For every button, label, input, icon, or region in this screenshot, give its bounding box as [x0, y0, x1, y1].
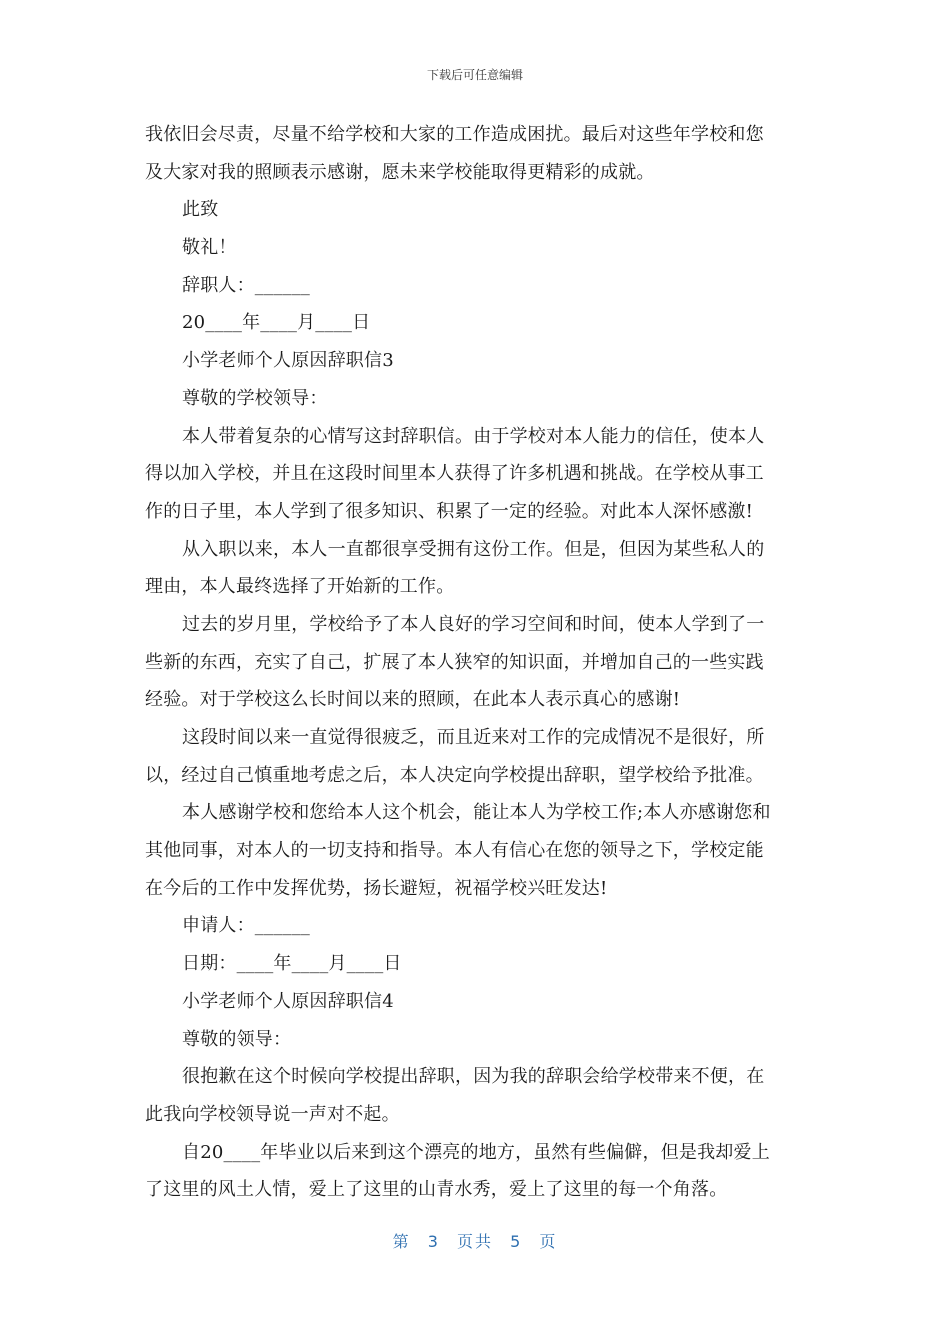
- text-line: 我依旧会尽责，尽量不给学校和大家的工作造成困扰。最后对这些年学校和您: [145, 124, 764, 145]
- page-header-note: 下载后可任意编辑: [426, 68, 523, 82]
- text-line: 小学老师个人原因辞职信3: [182, 350, 394, 372]
- text-line: 此我向学校领导说一声对不起。: [145, 1103, 400, 1125]
- text-line: 20____年____月____日: [182, 312, 371, 334]
- text-line: 很抱歉在这个时候向学校提出辞职，因为我的辞职会给学校带来不便，在: [182, 1066, 765, 1088]
- text-line: 日期：____年____月____日: [182, 953, 402, 975]
- text-line: 这段时间以来一直觉得很疲乏，而且近来对工作的完成情况不是很好，所: [182, 727, 765, 748]
- text-line: 经验。对于学校这么长时间以来的照顾，在此本人表示真心的感谢!: [145, 689, 681, 711]
- text-line: 本人带着复杂的心情写这封辞职信。由于学校对本人能力的信任，使本人: [182, 425, 765, 447]
- text-line: 申请人：______: [182, 915, 310, 937]
- text-line: 以，经过自己慎重地考虑之后，本人决定向学校提出辞职，望学校给予批准。: [145, 764, 764, 786]
- text-line: 得以加入学校，并且在这段时间里本人获得了许多机遇和挑战。在学校从事工: [145, 463, 764, 485]
- text-line: 及大家对我的照顾表示感谢，愿未来学校能取得更精彩的成就。: [145, 161, 655, 183]
- document-body: [145, 116, 805, 1209]
- text-line: 辞职人：______: [182, 274, 310, 296]
- text-line: 其他同事，对本人的一切支持和指导。本人有信心在您的领导之下，学校定能: [145, 840, 764, 862]
- text-line: 些新的东西，充实了自己，扩展了本人狭窄的知识面，并增加自己的一些实践: [145, 651, 764, 673]
- text-line: 小学老师个人原因辞职信4: [182, 990, 394, 1012]
- text-line: 理由，本人最终选择了开始新的工作。: [145, 576, 455, 598]
- text-line: 了这里的风土人情，爱上了这里的山青水秀，爱上了这里的每一个角落。: [145, 1179, 728, 1201]
- text-line: 敬礼！: [182, 237, 237, 259]
- page-footer: 第 3 页共 5 页: [392, 1232, 558, 1251]
- text-line: 过去的岁月里，学校给予了本人良好的学习空间和时间，使本人学到了一: [182, 613, 765, 635]
- text-line: 尊敬的领导：: [182, 1028, 292, 1050]
- text-line: 自20____年毕业以后来到这个漂亮的地方，虽然有些偏僻，但是我却爱上: [182, 1141, 770, 1163]
- text-line: 本人感谢学校和您给本人这个机会，能让本人为学校工作;本人亦感谢您和: [182, 802, 771, 824]
- text-line: 此致: [182, 199, 219, 221]
- text-line: 尊敬的学校领导：: [182, 387, 328, 409]
- text-line: 从入职以来，本人一直都很享受拥有这份工作。但是，但因为某些私人的: [182, 538, 765, 560]
- text-line: 作的日子里，本人学到了很多知识、积累了一定的经验。对此本人深怀感激!: [145, 500, 754, 522]
- text-line: 在今后的工作中发挥优势，扬长避短，祝福学校兴旺发达!: [145, 877, 608, 899]
